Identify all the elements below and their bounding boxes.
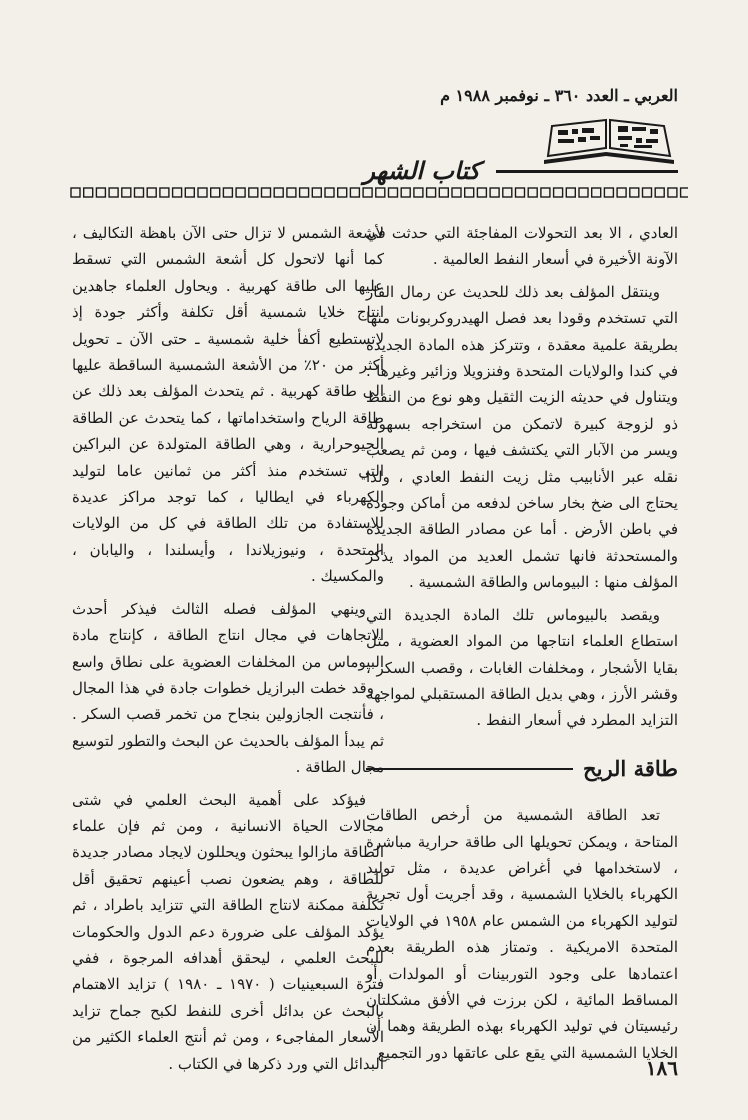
- subheading-rule: [366, 768, 573, 770]
- decorative-square: [185, 188, 194, 197]
- decorative-square: [401, 188, 410, 197]
- decorative-square: [516, 188, 525, 197]
- decorative-square: [617, 188, 626, 197]
- section-title-underline: [496, 170, 678, 173]
- decorative-square: [414, 188, 423, 197]
- decorative-square: [604, 188, 613, 197]
- decorative-square: [249, 188, 258, 197]
- decorative-square: [236, 188, 245, 197]
- decorative-square: [579, 188, 588, 197]
- page-number: ١٨٦: [645, 1056, 678, 1080]
- left-column: [72, 220, 384, 1083]
- decorative-square: [465, 188, 474, 197]
- decorative-square: [160, 188, 169, 197]
- decorative-square: [376, 188, 385, 197]
- decorative-square: [109, 188, 118, 197]
- paragraph: وينتقل المؤلف بعد ذلك للحديث عن رمال القار التي تستخدم وقودا بعد فصل الهيدروكربونات منها بطريقة علمية معقدة ، وتتركز هذه المادة الجديدة في كندا والولايات المتحدة وفنزويلا وزائير وغيرها . ويتناول في حديثه الزيت الثقيل وهو نوع من النفط ذو لزوجة كبيرة لاتمكن من استخراجه بسهولة ويسر من الآبار التي يكتشف فيها ، ومن ثم يصعب نقله عبر الأنابيب مثل زيت النفط العادي ، ولذا يحتاج الى ضخ بخار ساخن لدفعه من أماكن وجوده في باطن الأرض . أما عن مصادر الطاقة الجديدة والمستحدثة فانها تشمل العديد من المواد يذكر المؤلف منها : البيوماس والطاقة الشمسية .: [366, 282, 678, 592]
- decorative-square: [173, 188, 182, 197]
- decorative-square: [528, 188, 537, 197]
- paragraph: العادي ، الا بعد التحولات المفاجئة التي حدثت في الآونة الأخيرة في أسعار النفط العالمية .: [366, 224, 678, 269]
- decorative-square: [338, 188, 347, 197]
- decorative-square: [312, 188, 321, 197]
- paragraph: تعد الطاقة الشمسية من أرخص الطاقات المتاحة ، ويمكن تحويلها الى طاقة حرارية مباشرة ، لاستخدامها في أغراض عديدة ، مثل توليد الكهرباء بالخلايا الشمسية ، وقد أجريت أول تجربة لتوليد الكهرباء من الشمس عام ١٩٥٨ في الولايات المتحدة الامريكية . وتمتاز هذه الطريقة بعدم اعتمادها على وجود التوربينات أو المولدات أو المساقط المائية ، لكن برزت في الأفق مشكلتان رئيسيتان في توليد الكهرباء بهذه الطريقة وهما أن الخلايا الشمسية التي يقع على عاتقها دور التجميع: [366, 806, 679, 1062]
- issue-line: العربي ـ العدد ٣٦٠ ـ نوفمبر ١٩٨٨ م: [440, 86, 678, 105]
- decorative-square: [503, 188, 512, 197]
- subheading: [366, 756, 678, 782]
- decorative-square: [554, 188, 563, 197]
- decorative-squares-rule: [70, 186, 688, 200]
- decorative-square: [566, 188, 575, 197]
- decorative-square: [681, 188, 688, 197]
- paragraph: لأشعة الشمس لا تزال حتى الآن باهظة التكاليف ، كما أنها لاتحول كل أشعة الشمس التي تسقط عليها الى طاقة كهربية . ويحاول العلماء جاهدين انتاج خلايا شمسية أقل تكلفة وأكثر جودة إذ لاتستطيع أكفأ خلية شمسية ـ حتى الآن ـ تحويل أكثر من ٢٠٪ من الأشعة الشمسية الساقطة عليها الى طاقة كهربية . ثم يتحدث المؤلف بعد ذلك عن طاقة الرياح واستخداماتها ، كما يتحدث عن الطاقة الجيوحرارية ، وهي الطاقة المتولدة عن البراكين التي تستخدم منذ أكثر من ثمانين عاما لتوليد الكهرباء في ايطاليا ، كما توجد مراكز عديدة للاستفادة من تلك الطاقة في كل من الولايات المتحدة ، ونيوزيلاندا ، وأيسلندا ، واليابان ، والمكسيك .: [72, 224, 384, 586]
- decorative-square: [274, 188, 283, 197]
- decorative-square: [630, 188, 639, 197]
- decorative-square: [211, 188, 220, 197]
- decorative-square: [84, 188, 93, 197]
- decorative-square: [643, 188, 652, 197]
- decorative-square: [350, 188, 359, 197]
- decorative-square: [668, 188, 677, 197]
- subheading-text: طاقة الريح: [583, 755, 678, 781]
- decorative-square: [223, 188, 232, 197]
- decorative-square: [71, 188, 80, 197]
- decorative-square: [198, 188, 207, 197]
- decorative-square: [96, 188, 105, 197]
- paragraph: وينهي المؤلف فصله الثالث فيذكر أحدث الاتجاهات في مجال انتاج الطاقة ، كإنتاج مادة البيوماس من المخلفات العضوية على نطاق واسع . وقد خطت البرازيل خطوات جادة في هذا المجال ، فأنتجت الجازولين بنجاح من تخمر قصب السكر . ثم يبدأ المؤلف بالحديث عن البحث والتطور لتوسيع مجال الطاقة .: [72, 599, 384, 777]
- right-column: [366, 220, 678, 1072]
- decorative-square: [439, 188, 448, 197]
- book-illustration-icon: [540, 114, 678, 168]
- decorative-square: [655, 188, 664, 197]
- decorative-square: [477, 188, 486, 197]
- decorative-square: [287, 188, 296, 197]
- paragraph: ويقصد بالبيوماس تلك المادة الجديدة التي استطاع العلماء انتاجها من المواد العضوية ، مثل بقايا الأشجار ، ومخلفات الغابات ، وقصب السكر ، وقشر الأرز ، وهي بديل الطاقة المستقبلي لمواجهة التزايد المطرد في أسعار النفط .: [366, 605, 678, 730]
- decorative-square: [427, 188, 436, 197]
- decorative-square: [122, 188, 131, 197]
- section-title: كتاب الشهر: [363, 156, 480, 185]
- decorative-square: [452, 188, 461, 197]
- decorative-square: [541, 188, 550, 197]
- decorative-square: [389, 188, 398, 197]
- decorative-square: [363, 188, 372, 197]
- decorative-square: [325, 188, 334, 197]
- decorative-square: [135, 188, 144, 197]
- decorative-square: [300, 188, 309, 197]
- paragraph: فيؤكد على أهمية البحث العلمي في شتى مجالات الحياة الانسانية ، ومن ثم فإن علماء الطاقة مازالوا يبحثون ويحللون لايجاد مصادر جديدة للطاقة ، وهم يضعون نصب أعينهم تحقيق أقل تكلفة ممكنة لانتاج الطاقة التي تتزايد باطراد ، ثم يؤكد المؤلف على ضرورة دعم الدول والحكومات للبحث العلمي ، ليحقق أهدافه المرجوة ، ففي فترة السبعينيات ( ١٩٧٠ ـ ١٩٨٠ ) تزايد الاهتمام بالبحث عن بدائل أخرى للنفط لكبح جماح تزايد الأسعار المفاجىء ، ومن ثم أنتج العلماء الكثير من البدائل التي ورد ذكرها في الكتاب .: [72, 790, 385, 1073]
- decorative-square: [262, 188, 271, 197]
- decorative-square: [147, 188, 156, 197]
- decorative-square: [490, 188, 499, 197]
- decorative-square: [592, 188, 601, 197]
